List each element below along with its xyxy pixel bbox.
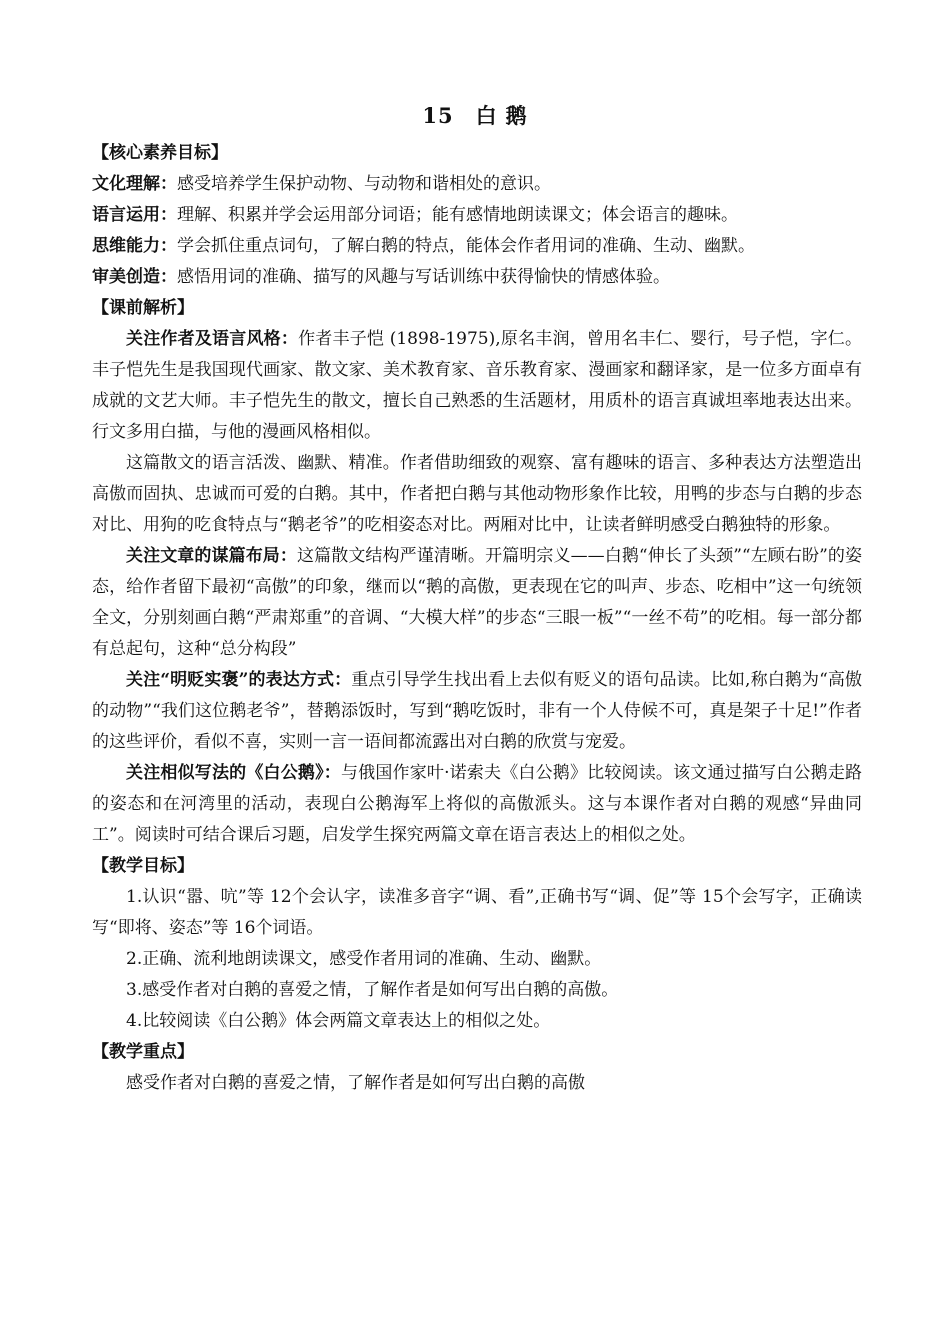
lesson-number: 15 bbox=[422, 103, 454, 128]
core-item-language bbox=[92, 200, 862, 231]
core-heading: 【核心素养目标】 bbox=[92, 143, 228, 163]
core-item-aesthetic bbox=[92, 262, 862, 293]
focus-text: 感受作者对白鹅的喜爱之情，了解作者是如何写出白鹅的高傲 bbox=[126, 1073, 585, 1093]
goal-item: 1.认识“嚣、吭”等 12个会认字，读准多音字“调、看”,正确书写“调、促”等 15个会写字，正确读写“即将、姿态”等 16个词语。 bbox=[92, 887, 862, 938]
paragraph-lead: 关注作者及语言风格： bbox=[126, 329, 299, 349]
goals-heading: 【教学目标】 bbox=[92, 856, 194, 876]
pre-heading: 【课前解析】 bbox=[92, 298, 194, 318]
pre-paragraph-comparison bbox=[92, 758, 862, 851]
core-item-text: 理解、积累并学会运用部分词语；能有感情地朗读课文；体会语言的趣味。 bbox=[177, 205, 738, 225]
core-item-label: 审美创造： bbox=[92, 267, 177, 287]
document-title bbox=[92, 98, 862, 134]
paragraph-text: 这篇散文结构严谨清晰。开篇明宗义——白鹅“伸长了头颈”“左顾右盼”的姿态，给作者留下最初“高傲”的印象，继而以“鹅的高傲，更表现在它的叫声、步态、吃相中”这一句统领全文，分别刻画白鹅“严肃郑重”的音调、“大模大样”的步态“三眼一板”“一丝不苟”的吃相。每一部分都有总起句，这种“总分构段” bbox=[92, 546, 863, 659]
core-item-label: 思维能力： bbox=[92, 236, 177, 256]
core-item-text: 感受培养学生保护动物、与动物和谐相处的意识。 bbox=[177, 174, 551, 194]
paragraph-text: 这篇散文的语言活泼、幽默、精准。作者借助细致的观察、富有趣味的语言、多种表达方法塑造出高傲而固执、忠诚而可爱的白鹅。其中，作者把白鹅与其他动物形象作比较，用鸭的步态与白鹅的步态对比、用狗的吃食特点与“鹅老爷”的吃相姿态对比。两厢对比中，让读者鲜明感受白鹅独特的形象。 bbox=[92, 453, 862, 535]
title-char-2: 鹅 bbox=[505, 103, 528, 128]
core-item-label: 语言运用： bbox=[92, 205, 177, 225]
core-item-text: 感悟用词的准确、描写的风趣与写话训练中获得愉快的情感体验。 bbox=[177, 267, 670, 287]
paragraph-text: 与俄国作家叶·诺索夫《白公鹅》比较阅读。该文通过描写白公鹅走路的姿态和在河湾里的活动，表现白公鹅海军上将似的高傲派头。这与本课作者对白鹅的观感“异曲同工”。阅读时可结合课后习题，启发学生探究两篇文章在语言表达上的相似之处。 bbox=[92, 763, 863, 845]
core-item-thinking bbox=[92, 231, 862, 262]
goal-item: 2.正确、流利地朗读课文，感受作者用词的准确、生动、幽默。 bbox=[126, 949, 602, 969]
goal-item: 4.比较阅读《白公鹅》体会两篇文章表达上的相似之处。 bbox=[126, 1011, 551, 1031]
core-item-text: 学会抓住重点词句，了解白鹅的特点，能体会作者用词的准确、生动、幽默。 bbox=[177, 236, 755, 256]
core-item-label: 文化理解： bbox=[92, 174, 177, 194]
pre-paragraph-author bbox=[92, 324, 862, 448]
core-item-culture bbox=[92, 169, 862, 200]
pre-paragraph-expression bbox=[92, 665, 862, 758]
title-char-1: 白 bbox=[475, 103, 498, 128]
goal-item: 3.感受作者对白鹅的喜爱之情，了解作者是如何写出白鹅的高傲。 bbox=[126, 980, 619, 1000]
paragraph-lead: 关注“明贬实褒”的表达方式： bbox=[126, 670, 352, 690]
paragraph-lead: 关注相似写法的《白公鹅》： bbox=[126, 763, 341, 783]
paragraph-text: 重点引导学生找出看上去似有贬义的语句品读。比如,称白鹅为“高傲的动物”“我们这位鹅老爷”，替鹅添饭时，写到“鹅吃饭时，非有一个人侍候不可，真是架子十足!”作者的这些评价，看似不喜，实则一言一语间都流露出对白鹅的欣赏与宠爱。 bbox=[92, 670, 863, 752]
focus-heading: 【教学重点】 bbox=[92, 1042, 194, 1062]
pre-paragraph-structure bbox=[92, 541, 862, 665]
pre-paragraph-language bbox=[92, 448, 862, 541]
document-page bbox=[92, 98, 862, 1099]
paragraph-text: 作者丰子恺 (1898-1975),原名丰润，曾用名丰仁、婴行，号子恺，字仁。丰子恺先生是我国现代画家、散文家、美术教育家、音乐教育家、漫画家和翻译家，是一位多方面卓有成就的文艺大师。丰子恺先生的散文，擅长自己熟悉的生活题材，用质朴的语言真诚坦率地表达出来。行文多用白描，与他的漫画风格相似。 bbox=[92, 329, 863, 442]
paragraph-lead: 关注文章的谋篇布局： bbox=[126, 546, 298, 566]
